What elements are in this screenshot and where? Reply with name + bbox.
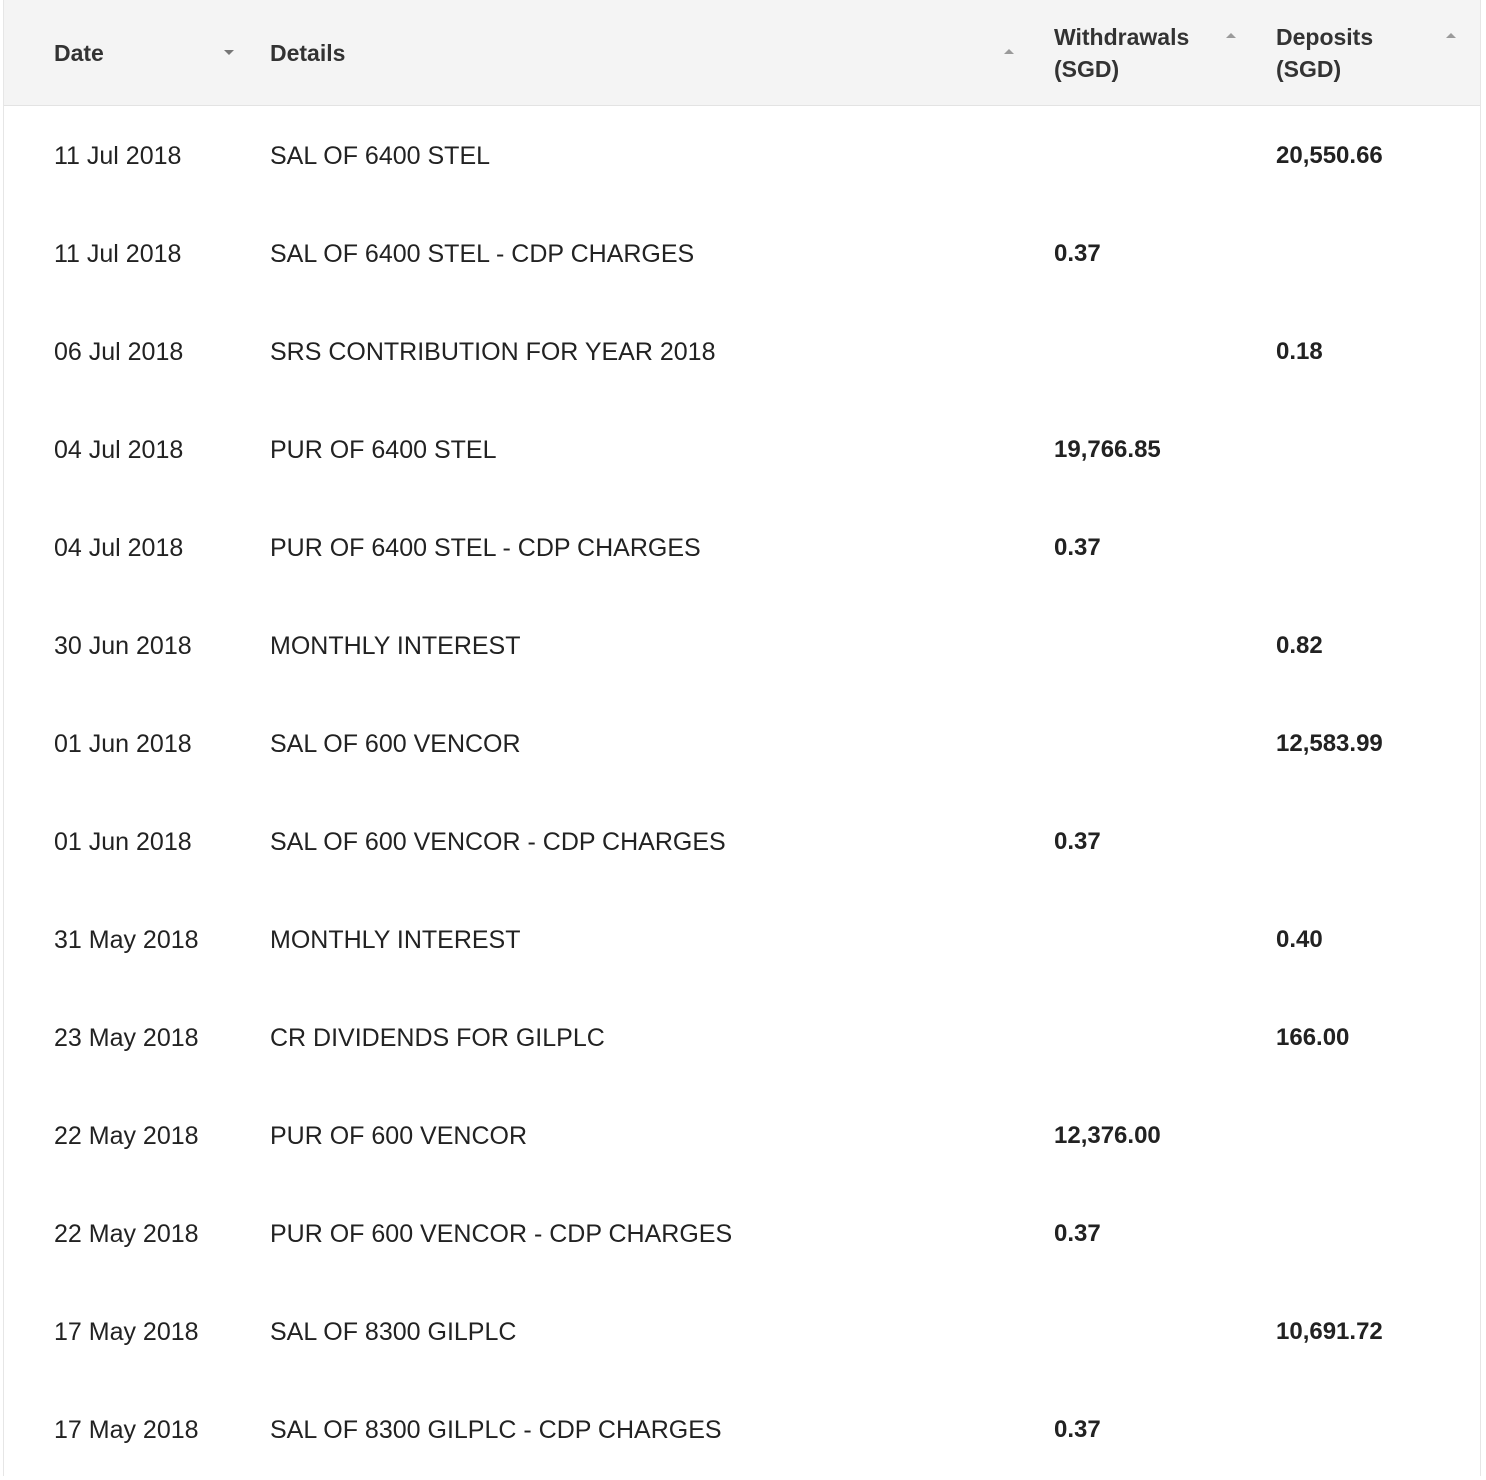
column-header-deposits[interactable] (1276, 0, 1480, 105)
row-details: SRS CONTRIBUTION FOR YEAR 2018 (270, 338, 716, 366)
row-withdrawal: 0.37 (1054, 1220, 1101, 1247)
row-date: 06 Jul 2018 (54, 338, 184, 366)
row-deposit: 166.00 (1276, 1024, 1350, 1051)
row-details: MONTHLY INTEREST (270, 926, 521, 954)
row-details: PUR OF 600 VENCOR - CDP CHARGES (270, 1220, 733, 1248)
table-row (4, 890, 1480, 988)
table-row (4, 792, 1480, 890)
row-details: CR DIVIDENDS FOR GILPLC (270, 1024, 605, 1052)
sort-ascending-icon (1446, 33, 1456, 38)
sort-ascending-icon (1226, 33, 1236, 38)
row-date: 17 May 2018 (54, 1318, 199, 1346)
column-header-deposits-label (1276, 21, 1373, 85)
row-details: SAL OF 6400 STEL - CDP CHARGES (270, 240, 695, 268)
row-deposit: 20,550.66 (1276, 142, 1383, 169)
sort-descending-icon (224, 50, 234, 55)
column-header-withdrawals-line2: (SGD) (1054, 56, 1120, 82)
table-row (4, 400, 1480, 498)
table-row (4, 1086, 1480, 1184)
row-deposit: 0.18 (1276, 338, 1323, 365)
row-deposit: 12,583.99 (1276, 730, 1383, 757)
row-deposit: 10,691.72 (1276, 1318, 1383, 1345)
table-row (4, 1282, 1480, 1380)
row-details: SAL OF 8300 GILPLC - CDP CHARGES (270, 1416, 722, 1444)
table-row (4, 1380, 1480, 1478)
sort-ascending-icon (1004, 49, 1014, 54)
column-header-withdrawals-line1: Withdrawals (1054, 24, 1190, 50)
row-withdrawal: 0.37 (1054, 828, 1101, 855)
row-details: SAL OF 600 VENCOR (270, 730, 521, 758)
table-row (4, 498, 1480, 596)
row-date: 11 Jul 2018 (54, 142, 182, 170)
table-row (4, 694, 1480, 792)
table-row (4, 302, 1480, 400)
column-header-deposits-line1: Deposits (1276, 24, 1374, 50)
table-body (4, 106, 1480, 1478)
column-header-date-label: Date (54, 40, 104, 66)
row-details: MONTHLY INTEREST (270, 632, 521, 660)
row-date: 22 May 2018 (54, 1122, 199, 1150)
table-row (4, 988, 1480, 1086)
table-header (4, 0, 1480, 106)
row-details: PUR OF 6400 STEL - CDP CHARGES (270, 534, 701, 562)
row-deposit: 0.40 (1276, 926, 1323, 953)
row-withdrawal: 0.37 (1054, 240, 1101, 267)
row-date: 01 Jun 2018 (54, 730, 192, 758)
transactions-table (3, 0, 1481, 1476)
row-details: SAL OF 6400 STEL (270, 142, 491, 170)
table-row (4, 204, 1480, 302)
column-header-deposits-line2: (SGD) (1276, 56, 1342, 82)
column-header-details[interactable] (270, 0, 1054, 105)
row-withdrawal: 12,376.00 (1054, 1122, 1161, 1149)
table-row (4, 1184, 1480, 1282)
row-date: 11 Jul 2018 (54, 240, 182, 268)
table-row (4, 106, 1480, 204)
row-date: 04 Jul 2018 (54, 436, 184, 464)
table-row (4, 596, 1480, 694)
row-date: 17 May 2018 (54, 1416, 199, 1444)
row-withdrawal: 0.37 (1054, 534, 1101, 561)
row-deposit: 0.82 (1276, 632, 1323, 659)
row-details: PUR OF 600 VENCOR (270, 1122, 528, 1150)
row-details: SAL OF 600 VENCOR - CDP CHARGES (270, 828, 726, 856)
column-header-withdrawals[interactable] (1054, 0, 1276, 105)
row-date: 30 Jun 2018 (54, 632, 192, 660)
row-date: 23 May 2018 (54, 1024, 199, 1052)
row-date: 04 Jul 2018 (54, 534, 184, 562)
row-date: 22 May 2018 (54, 1220, 199, 1248)
column-header-date[interactable] (4, 0, 270, 105)
row-withdrawal: 19,766.85 (1054, 436, 1161, 463)
row-date: 01 Jun 2018 (54, 828, 192, 856)
row-details: PUR OF 6400 STEL (270, 436, 497, 464)
row-details: SAL OF 8300 GILPLC (270, 1318, 517, 1346)
row-date: 31 May 2018 (54, 926, 199, 954)
column-header-details-label: Details (270, 40, 346, 66)
row-withdrawal: 0.37 (1054, 1416, 1101, 1443)
column-header-withdrawals-label (1054, 21, 1189, 85)
